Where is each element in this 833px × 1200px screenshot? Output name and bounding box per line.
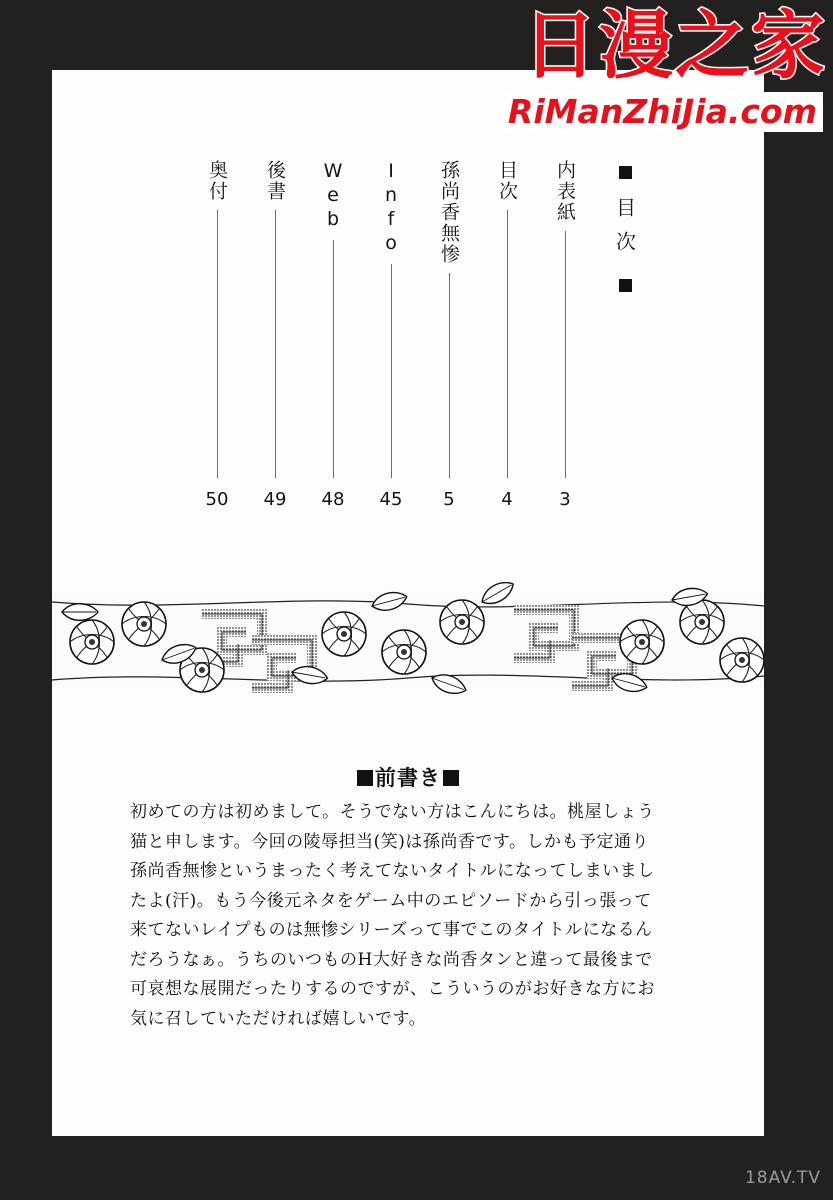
square-bullet-icon	[619, 279, 632, 292]
toc-entry-page: 49	[263, 489, 287, 510]
toc-entry-page: 50	[205, 489, 229, 510]
toc-entry-page: 3	[559, 489, 571, 510]
book-page	[52, 70, 764, 1136]
toc-entry	[200, 160, 234, 510]
foreword-title-text: 前書き	[375, 766, 441, 790]
toc-entry-label: 奥付	[206, 160, 228, 202]
watermark-subtitle: RiManZhiJia.com	[502, 92, 823, 132]
foreword-line: 初めての方は初めまして。そうでない方はこんにちは。桃屋しょう	[130, 802, 655, 822]
toc-entry-label: Info	[380, 160, 402, 256]
foreword-title	[52, 762, 764, 792]
watermark-title: 日漫之家	[523, 3, 827, 89]
toc-entry-page: 4	[501, 489, 513, 510]
foreword-body	[130, 798, 690, 1034]
toc-entry	[258, 160, 292, 510]
toc-entry	[432, 160, 466, 510]
toc-entry-page: 45	[379, 489, 403, 510]
toc-leader-line	[217, 210, 218, 478]
site-watermark	[432, 0, 827, 140]
toc-leader-line	[449, 273, 450, 478]
foreword-line: 孫尚香無惨というまったく考えてないタイトルになってしまいまし	[130, 861, 655, 881]
toc-entry	[316, 160, 350, 510]
toc-heading	[607, 166, 643, 292]
toc-entry-label: 後書	[264, 160, 286, 202]
toc-entry-label: 孫尚香無惨	[438, 160, 460, 265]
toc-entry-label: 内表紙	[554, 160, 576, 223]
foreword-line: 来てないレイプものは無惨シリーズって事でこのタイトルになるん	[130, 920, 653, 940]
toc-leader-line	[391, 264, 392, 478]
foreword-line: 可哀想な展開だったりするのですが、こういうのがお好きな方にお	[130, 979, 655, 999]
foreword-line: だろうなぁ。うちのいつものH大好きな尚香タンと違って最後まで	[130, 949, 653, 970]
foreword-line: 猫と申します。今回の陵辱担当(笑)は孫尚香です。しかも予定通り	[130, 831, 650, 852]
square-bullet-icon	[357, 770, 373, 786]
toc-leader-line	[333, 240, 334, 478]
square-bullet-icon	[619, 166, 632, 179]
toc-entry	[548, 160, 582, 510]
toc-entry-label: Web	[322, 160, 344, 232]
corner-credit: 18AV.TV	[744, 1168, 821, 1188]
toc-entry	[490, 160, 524, 510]
toc-leader-line	[507, 210, 508, 478]
floral-ornament-band	[52, 582, 764, 694]
toc-entry-label: 目次	[496, 160, 518, 202]
toc-entry-page: 48	[321, 489, 345, 510]
toc-entry-page: 5	[443, 489, 455, 510]
toc-leader-line	[275, 210, 276, 478]
foreword-line: たよ(汗)。もう今後元ネタをゲーム中のエピソードから引っ張って	[130, 890, 652, 911]
foreword-line: 気に召していただければ嬉しいです。	[130, 1008, 427, 1029]
toc-leader-line	[565, 231, 566, 478]
toc-entry	[374, 160, 408, 510]
toc-heading-text: 目次	[612, 197, 637, 265]
square-bullet-icon	[443, 770, 459, 786]
